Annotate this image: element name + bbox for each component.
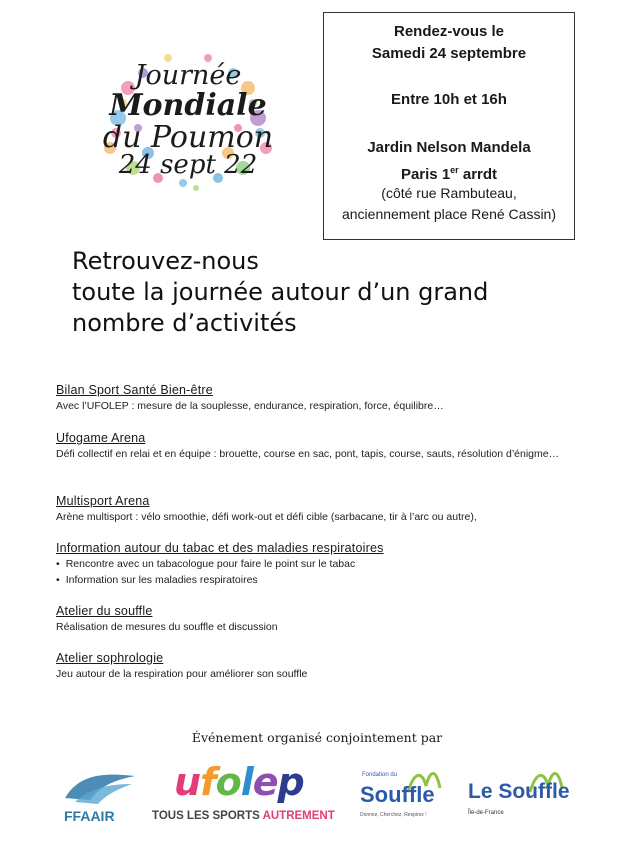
- rendezvous-box: [323, 12, 575, 240]
- activity-desc: Avec l’UFOLEP : mesure de la souplesse, endurance, respiration, force, équilibre…: [56, 400, 444, 412]
- activity-title: Information autour du tabac et des maladies respiratoires: [56, 541, 384, 555]
- logo-line-3: du Poumon: [102, 120, 274, 155]
- activity-desc: Jeu autour de la respiration pour améliorer son souffle: [56, 668, 308, 680]
- activity-multisport: [56, 494, 576, 526]
- activity-ufogame: [56, 431, 576, 463]
- rdv-district: Paris 1er arrdt: [400, 165, 498, 183]
- activity-desc: Défi collectif en relai et en équipe : brouette, course en sac, pont, tapis, course, sauts, résolution d’énigme…: [56, 448, 560, 460]
- rdv-hours: Entre 10h et 16h: [391, 91, 507, 108]
- logo-date: 24 sept 22: [118, 150, 258, 180]
- ufolep-wordmark: ufolep: [174, 760, 304, 804]
- ufolep-logo: [152, 758, 347, 828]
- logo-line-2: Mondiale: [109, 88, 267, 123]
- ufolep-tagline: TOUS LES SPORTS AUTREMENT: [152, 810, 335, 822]
- headline-line-1: Retrouvez-nous: [72, 247, 259, 275]
- ffaair-name: FFAAIR: [64, 808, 115, 824]
- fondation-top-label: Fondation du: [362, 772, 398, 778]
- activity-sophrologie: [56, 651, 576, 683]
- activity-bullet: • Rencontre avec un tabacologue pour faire le point sur le tabac: [56, 557, 576, 573]
- activity-desc: Arène multisport : vélo smoothie, défi work-out et défi cible (sarbacane, tir à l’arc ou autre),: [56, 511, 477, 523]
- rdv-note-1: (côté rue Rambuteau,: [381, 185, 517, 201]
- activity-title: Ufogame Arena: [56, 431, 146, 445]
- ffaair-wing-icon: [60, 768, 140, 808]
- activity-title: Multisport Arena: [56, 494, 150, 508]
- activity-tabac: [56, 541, 576, 588]
- fondation-tagline: Donnez, Cherchez, Respirez !: [360, 812, 427, 818]
- organizers-label: Événement organisé conjointement par: [191, 730, 443, 745]
- activity-atelier-souffle: [56, 604, 576, 636]
- le-souffle-wordmark: Le Souffle: [468, 780, 570, 803]
- rdv-date: Samedi 24 septembre: [371, 45, 527, 62]
- logo-line-1: Journée: [134, 60, 242, 91]
- activity-title: Atelier sophrologie: [56, 651, 164, 665]
- headline-line-2: toute la journée autour d’un grand: [72, 278, 489, 306]
- ffaair-logo: [60, 768, 140, 828]
- activity-desc: Réalisation de mesures du souffle et discussion: [56, 621, 278, 633]
- rdv-line-1: Rendez-vous le: [393, 23, 505, 40]
- headline: [72, 246, 488, 339]
- headline-line-3: nombre d’activités: [72, 309, 297, 337]
- activity-title: Bilan Sport Santé Bien-être: [56, 383, 213, 397]
- activity-title: Atelier du souffle: [56, 604, 153, 618]
- le-souffle-region: Île-de-France: [468, 810, 504, 816]
- rdv-note-2: anciennement place René Cassin): [341, 206, 556, 222]
- activity-bilan-sport: [56, 383, 576, 415]
- fondation-wordmark: Souffle: [360, 782, 435, 807]
- le-souffle-idf-logo: [466, 766, 576, 826]
- rdv-place: Jardin Nelson Mandela: [367, 139, 531, 156]
- fondation-souffle-logo: [358, 766, 448, 826]
- activity-bullet: • Information sur les maladies respiratoires: [56, 573, 576, 589]
- journee-mondiale-poumon-logo: [88, 28, 288, 208]
